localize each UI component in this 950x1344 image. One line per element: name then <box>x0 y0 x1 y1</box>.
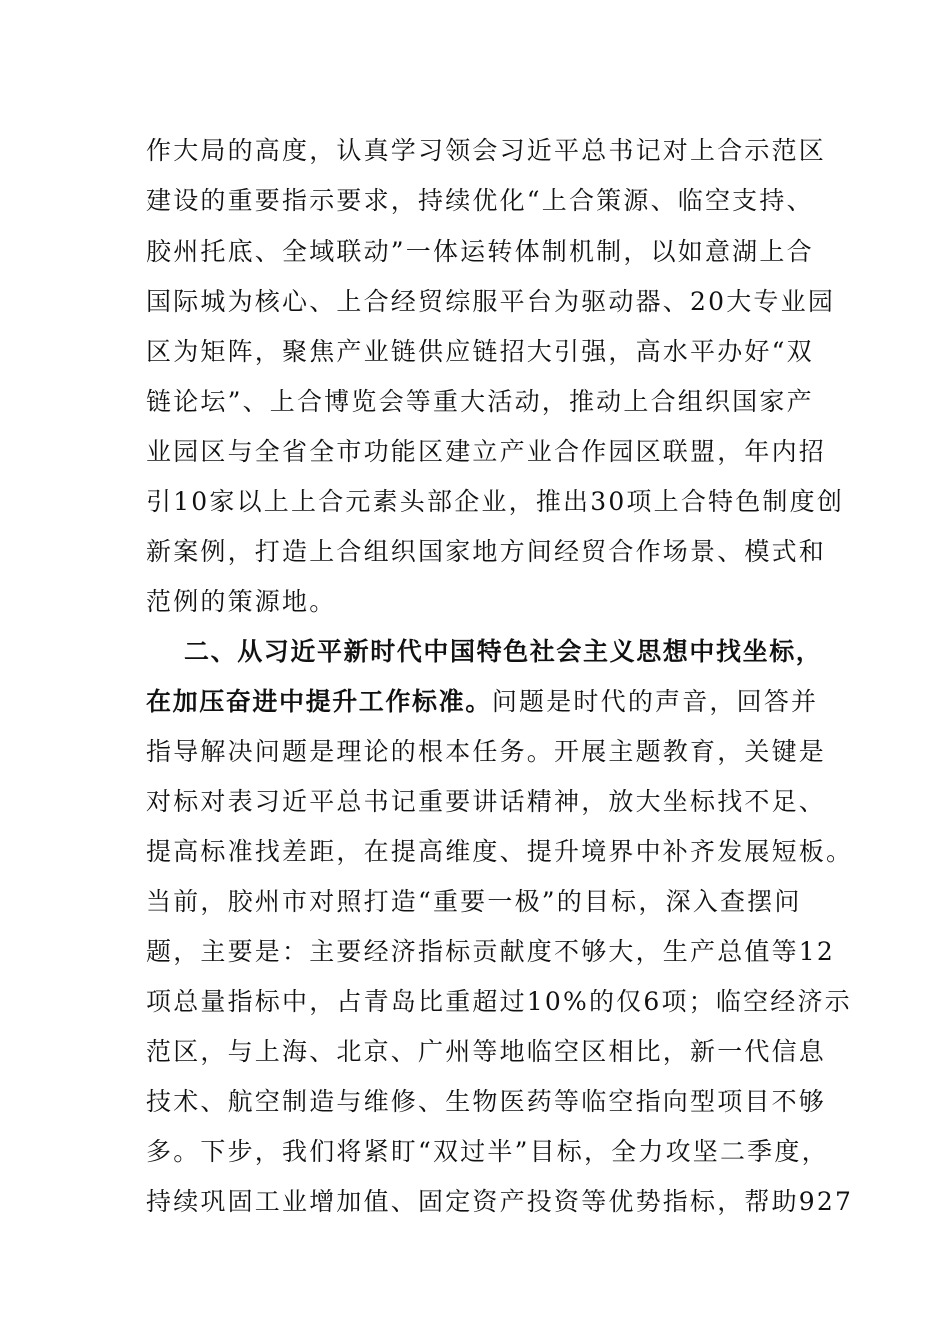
text-line: 技术、航空制造与维修、生物医药等临空指向型项目不够 <box>146 1087 827 1116</box>
text-line: 多。下步，我们将紧盯“双过半”目标，全力攻坚二季度， <box>146 1137 829 1166</box>
text-line: 持续巩固工业增加值、固定资产投资等优势指标，帮助927 <box>146 1187 854 1216</box>
text-line: 当前，胶州市对照打造“重要一极”的目标，深入查摆问 <box>146 887 802 916</box>
text-line: 链论坛”、上合博览会等重大活动，推动上合组织国家产 <box>146 387 814 416</box>
text-line: 项总量指标中，占青岛比重超过10%的仅6项；临空经济示 <box>146 987 852 1016</box>
text-line: 提高标准找差距，在提高维度、提升境界中补齐发展短板。 <box>146 837 854 866</box>
text-line: 对标对表习近平总书记重要讲话精神，放大坐标找不足、 <box>146 787 827 816</box>
paragraph-start: 问题是时代的声音，回答并 <box>491 687 819 716</box>
text-line: 建设的重要指示要求，持续优化“上合策源、临空支持、 <box>146 186 814 215</box>
text-line: 新案例，打造上合组织国家地方间经贸合作场景、模式和 <box>146 537 827 566</box>
text-line: 作大局的高度，认真学习领会习近平总书记对上合示范区 <box>146 136 827 165</box>
section-heading: 二、从习近平新时代中国特色社会主义思想中找坐标， <box>184 637 823 666</box>
text-line: 胶州托底、全域联动”一体运转体制机制，以如意湖上合 <box>146 237 814 266</box>
text-line: 题，主要是：主要经济指标贡献度不够大，生产总值等12 <box>146 937 836 966</box>
text-line: 指导解决问题是理论的根本任务。开展主题教育，关键是 <box>146 737 827 766</box>
text-line: 引10家以上上合元素头部企业，推出30项上合特色制度创 <box>146 487 845 516</box>
section-heading-tail: 在加压奋进中提升工作标准。 <box>146 687 492 716</box>
heading-continuation-line <box>146 682 819 722</box>
text-line: 区为矩阵，聚焦产业链供应链招大引强，高水平办好“双 <box>146 337 814 366</box>
text-line: 业园区与全省全市功能区建立产业合作园区联盟，年内招 <box>146 437 827 466</box>
text-line: 范区，与上海、北京、广州等地临空区相比，新一代信息 <box>146 1037 827 1066</box>
text-line: 范例的策源地。 <box>146 587 337 616</box>
text-line: 国际城为核心、上合经贸综服平台为驱动器、20大专业园 <box>146 287 836 316</box>
